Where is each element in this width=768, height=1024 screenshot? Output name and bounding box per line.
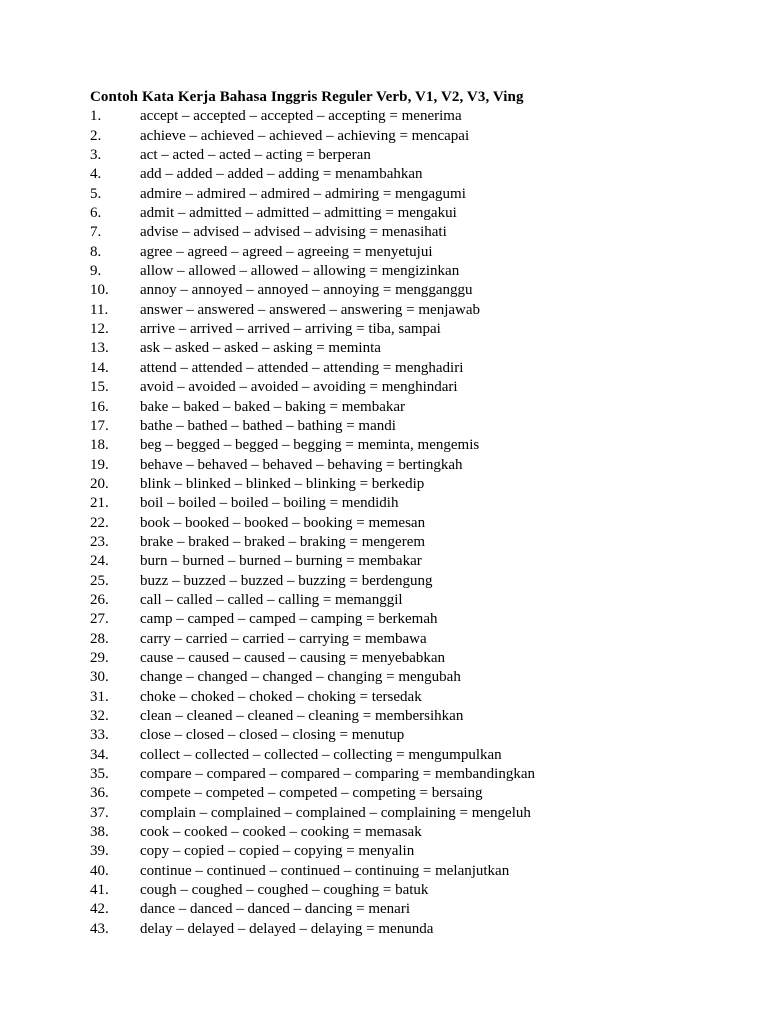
item-text: continue – continued – continued – continuing = melanjutkan [140, 862, 510, 879]
item-number: 8. [90, 243, 102, 260]
list-item [90, 165, 730, 184]
item-text: add – added – added – adding = menambahkan [140, 166, 423, 183]
list-item [90, 456, 730, 475]
list-item [90, 107, 730, 126]
list-item [90, 146, 730, 165]
list-item [90, 127, 730, 146]
list-item [90, 920, 730, 939]
item-text: blink – blinked – blinked – blinking = berkedip [140, 475, 425, 492]
item-text: boil – boiled – boiled – boiling = mendidih [140, 495, 399, 512]
list-item [90, 359, 730, 378]
item-text: compete – competed – competed – competing = bersaing [140, 785, 483, 802]
item-text: carry – carried – carried – carrying = membawa [140, 630, 427, 647]
item-number: 22. [90, 514, 109, 531]
item-number: 20. [90, 475, 109, 492]
list-item [90, 339, 730, 358]
page-title: Contoh Kata Kerja Bahasa Inggris Reguler Verb, V1, V2, V3, Ving [90, 89, 524, 105]
item-text: camp – camped – camped – camping = berkemah [140, 611, 438, 628]
item-number: 36. [90, 785, 109, 802]
list-item [90, 823, 730, 842]
item-number: 5. [90, 185, 102, 202]
item-text: allow – allowed – allowed – allowing = mengizinkan [140, 263, 460, 280]
list-item [90, 533, 730, 552]
item-number: 30. [90, 669, 109, 686]
item-number: 3. [90, 147, 102, 164]
item-text: beg – begged – begged – begging = meminta, mengemis [140, 437, 480, 454]
item-number: 10. [90, 282, 109, 299]
item-number: 38. [90, 824, 109, 841]
verb-list [90, 107, 730, 939]
item-number: 21. [90, 495, 109, 512]
item-number: 24. [90, 553, 109, 570]
list-item [90, 281, 730, 300]
item-text: achieve – achieved – achieved – achieving = mencapai [140, 127, 470, 144]
item-text: copy – copied – copied – copying = menyalin [140, 843, 415, 860]
item-text: agree – agreed – agreed – agreeing = menyetujui [140, 243, 433, 260]
list-item [90, 262, 730, 281]
list-item [90, 514, 730, 533]
item-text: bathe – bathed – bathed – bathing = mandi [140, 417, 396, 434]
item-number: 6. [90, 205, 102, 222]
list-item [90, 746, 730, 765]
item-text: collect – collected – collected – collecting = mengumpulkan [140, 746, 502, 763]
item-text: choke – choked – choked – choking = tersedak [140, 688, 422, 705]
list-item [90, 552, 730, 571]
item-number: 18. [90, 437, 109, 454]
list-item [90, 862, 730, 881]
list-item [90, 784, 730, 803]
item-number: 17. [90, 417, 109, 434]
item-number: 19. [90, 456, 109, 473]
item-number: 39. [90, 843, 109, 860]
item-number: 33. [90, 727, 109, 744]
item-number: 9. [90, 263, 102, 280]
item-number: 37. [90, 804, 109, 821]
item-text: arrive – arrived – arrived – arriving = tiba, sampai [140, 321, 441, 338]
list-item [90, 320, 730, 339]
list-item [90, 243, 730, 262]
list-item [90, 842, 730, 861]
item-text: admit – admitted – admitted – admitting = mengakui [140, 205, 457, 222]
list-item [90, 436, 730, 455]
list-item [90, 398, 730, 417]
list-item [90, 726, 730, 745]
item-number: 40. [90, 862, 109, 879]
item-number: 27. [90, 611, 109, 628]
item-text: attend – attended – attended – attending = menghadiri [140, 359, 464, 376]
item-text: annoy – annoyed – annoyed – annoying = mengganggu [140, 282, 473, 299]
list-item [90, 494, 730, 513]
list-item [90, 668, 730, 687]
list-item [90, 223, 730, 242]
document-content [90, 88, 730, 939]
item-text: close – closed – closed – closing = menutup [140, 727, 405, 744]
item-text: dance – danced – danced – dancing = menari [140, 901, 411, 918]
list-item [90, 707, 730, 726]
item-number: 34. [90, 746, 109, 763]
item-number: 25. [90, 572, 109, 589]
list-item [90, 301, 730, 320]
item-number: 1. [90, 108, 102, 125]
item-text: bake – baked – baked – baking = membakar [140, 398, 406, 415]
item-text: delay – delayed – delayed – delaying = menunda [140, 920, 434, 937]
item-text: buzz – buzzed – buzzed – buzzing = berdengung [140, 572, 433, 589]
list-item [90, 591, 730, 610]
list-item [90, 765, 730, 784]
item-number: 11. [90, 301, 109, 318]
list-item [90, 630, 730, 649]
item-text: admire – admired – admired – admiring = mengagumi [140, 185, 466, 202]
item-text: answer – answered – answered – answering = menjawab [140, 301, 481, 318]
list-item [90, 572, 730, 591]
item-number: 13. [90, 340, 109, 357]
list-item [90, 417, 730, 436]
item-number: 16. [90, 398, 109, 415]
list-item [90, 881, 730, 900]
item-number: 2. [90, 127, 102, 144]
list-item [90, 204, 730, 223]
item-number: 28. [90, 630, 109, 647]
item-text: compare – compared – compared – comparing = membandingkan [140, 766, 535, 783]
item-text: clean – cleaned – cleaned – cleaning = membersihkan [140, 708, 464, 724]
item-number: 4. [90, 166, 102, 183]
item-number: 12. [90, 321, 109, 338]
item-text: accept – accepted – accepted – accepting = menerima [140, 108, 462, 125]
item-number: 26. [90, 591, 109, 608]
item-number: 43. [90, 920, 109, 937]
item-text: act – acted – acted – acting = berperan [140, 147, 371, 164]
item-number: 29. [90, 649, 109, 666]
item-text: ask – asked – asked – asking = meminta [140, 340, 381, 357]
list-item [90, 804, 730, 823]
list-item [90, 688, 730, 707]
item-text: book – booked – booked – booking = memesan [140, 514, 426, 531]
item-number: 42. [90, 901, 109, 918]
list-item [90, 475, 730, 494]
item-text: cough – coughed – coughed – coughing = batuk [140, 882, 429, 899]
item-number: 35. [90, 766, 109, 783]
item-number: 41. [90, 882, 109, 899]
item-text: avoid – avoided – avoided – avoiding = menghindari [140, 379, 458, 396]
item-text: burn – burned – burned – burning = membakar [140, 553, 422, 570]
item-text: brake – braked – braked – braking = mengerem [140, 533, 426, 550]
list-item [90, 649, 730, 668]
item-text: cook – cooked – cooked – cooking = memasak [140, 824, 422, 841]
list-item [90, 185, 730, 204]
item-number: 32. [90, 708, 109, 724]
item-number: 7. [90, 224, 102, 241]
item-number: 23. [90, 533, 109, 550]
list-item [90, 378, 730, 397]
item-number: 15. [90, 379, 109, 396]
list-item [90, 900, 730, 919]
list-item [90, 610, 730, 629]
item-text: cause – caused – caused – causing = menyebabkan [140, 649, 446, 666]
item-number: 31. [90, 688, 109, 705]
item-text: call – called – called – calling = memanggil [140, 591, 403, 608]
item-text: advise – advised – advised – advising = menasihati [140, 224, 447, 241]
item-number: 14. [90, 359, 109, 376]
item-text: behave – behaved – behaved – behaving = bertingkah [140, 456, 463, 473]
item-text: complain – complained – complained – complaining = mengeluh [140, 804, 531, 821]
item-text: change – changed – changed – changing = mengubah [140, 669, 461, 686]
